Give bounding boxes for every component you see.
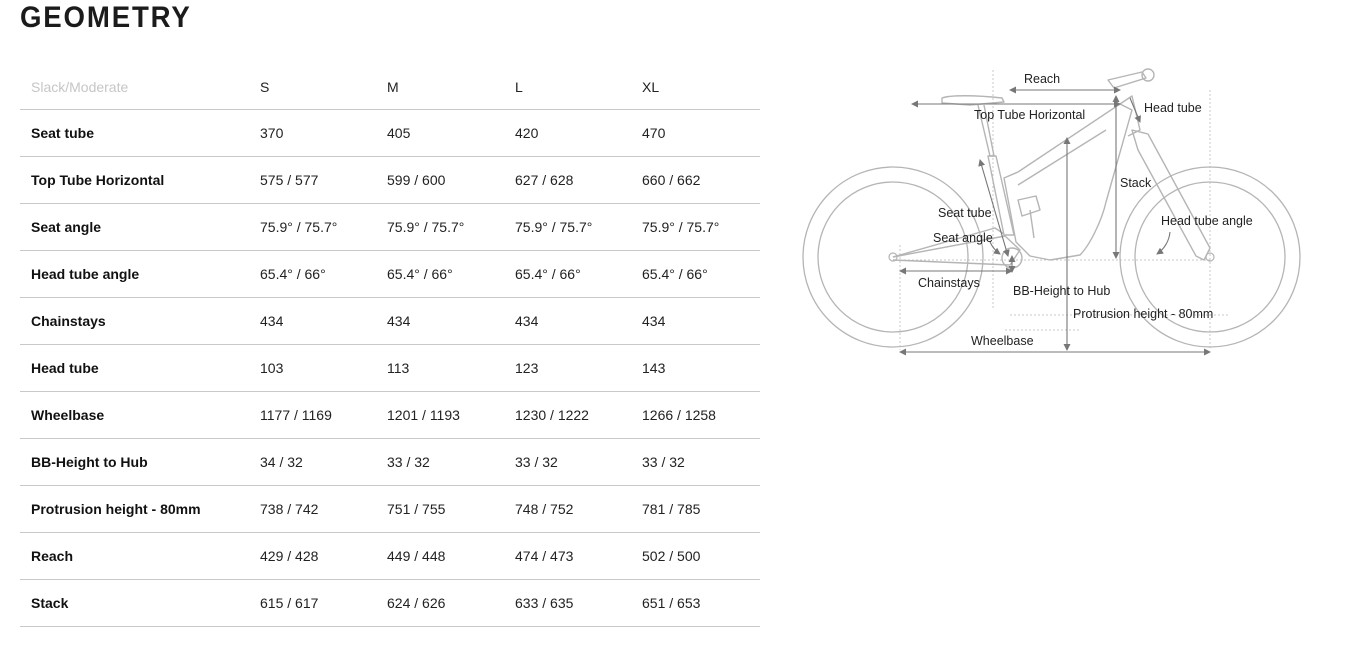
table-row (20, 110, 760, 157)
label-seat-tube: Seat tube (938, 206, 992, 220)
bike-geometry-diagram (790, 60, 1330, 370)
cell-value-s: 103 (249, 345, 376, 392)
row-label: Protrusion height - 80mm (20, 486, 249, 533)
label-protrusion-height: Protrusion height - 80mm (1073, 307, 1214, 321)
table-body (20, 110, 760, 627)
cell-value-l: 748 / 752 (504, 486, 631, 533)
table-row (20, 533, 760, 580)
cell-value-xl: 502 / 500 (631, 533, 760, 580)
table-row (20, 439, 760, 486)
bike-diagram-svg (790, 60, 1330, 370)
cell-value-m: 624 / 626 (376, 580, 504, 627)
cell-value-xl: 33 / 32 (631, 439, 760, 486)
label-seat-angle: Seat angle (933, 231, 993, 245)
label-head-tube-angle: Head tube angle (1161, 214, 1253, 228)
table-row (20, 345, 760, 392)
page-title: GEOMETRY (20, 1, 192, 34)
label-head-tube: Head tube (1144, 101, 1202, 115)
table-header-row (20, 64, 760, 110)
label-chainstays: Chainstays (918, 276, 980, 290)
cell-value-m: 1201 / 1193 (376, 392, 504, 439)
cell-value-s: 429 / 428 (249, 533, 376, 580)
variant-label: Slack/Moderate (20, 64, 249, 110)
size-header-l: L (504, 64, 631, 110)
cell-value-s: 434 (249, 298, 376, 345)
row-label: Head tube angle (20, 251, 249, 298)
table-row (20, 392, 760, 439)
size-header-xl: XL (631, 64, 760, 110)
cell-value-s: 615 / 617 (249, 580, 376, 627)
cell-value-s: 75.9° / 75.7° (249, 204, 376, 251)
label-wheelbase: Wheelbase (971, 334, 1034, 348)
cell-value-l: 627 / 628 (504, 157, 631, 204)
table-row (20, 204, 760, 251)
cell-value-xl: 651 / 653 (631, 580, 760, 627)
cell-value-l: 65.4° / 66° (504, 251, 631, 298)
size-header-m: M (376, 64, 504, 110)
cell-value-s: 370 (249, 110, 376, 157)
cell-value-l: 420 (504, 110, 631, 157)
cell-value-m: 113 (376, 345, 504, 392)
row-label: Chainstays (20, 298, 249, 345)
row-label: Stack (20, 580, 249, 627)
table-row (20, 298, 760, 345)
cell-value-s: 65.4° / 66° (249, 251, 376, 298)
label-reach: Reach (1024, 72, 1061, 86)
cell-value-m: 449 / 448 (376, 533, 504, 580)
cell-value-l: 474 / 473 (504, 533, 631, 580)
cell-value-xl: 65.4° / 66° (631, 251, 760, 298)
label-top-tube-horizontal: Top Tube Horizontal (974, 108, 1086, 122)
cell-value-xl: 470 (631, 110, 760, 157)
cell-value-s: 34 / 32 (249, 439, 376, 486)
cell-value-s: 575 / 577 (249, 157, 376, 204)
table-row (20, 157, 760, 204)
label-stack: Stack (1120, 176, 1152, 190)
cell-value-l: 75.9° / 75.7° (504, 204, 631, 251)
cell-value-m: 751 / 755 (376, 486, 504, 533)
cell-value-l: 434 (504, 298, 631, 345)
size-header-s: S (249, 64, 376, 110)
cell-value-xl: 781 / 785 (631, 486, 760, 533)
cell-value-xl: 660 / 662 (631, 157, 760, 204)
cell-value-xl: 75.9° / 75.7° (631, 204, 760, 251)
table-row (20, 486, 760, 533)
label-bb-height: BB-Height to Hub (1013, 284, 1111, 298)
row-label: Wheelbase (20, 392, 249, 439)
table-row (20, 580, 760, 627)
cell-value-m: 33 / 32 (376, 439, 504, 486)
cell-value-l: 633 / 635 (504, 580, 631, 627)
row-label: Seat tube (20, 110, 249, 157)
cell-value-m: 75.9° / 75.7° (376, 204, 504, 251)
row-label: BB-Height to Hub (20, 439, 249, 486)
cell-value-s: 738 / 742 (249, 486, 376, 533)
cell-value-l: 123 (504, 345, 631, 392)
row-label: Head tube (20, 345, 249, 392)
cell-value-m: 405 (376, 110, 504, 157)
cell-value-xl: 1266 / 1258 (631, 392, 760, 439)
cell-value-xl: 434 (631, 298, 760, 345)
cell-value-m: 599 / 600 (376, 157, 504, 204)
table-row (20, 251, 760, 298)
row-label: Reach (20, 533, 249, 580)
row-label: Seat angle (20, 204, 249, 251)
cell-value-xl: 143 (631, 345, 760, 392)
cell-value-l: 1230 / 1222 (504, 392, 631, 439)
geometry-table (20, 64, 760, 627)
cell-value-m: 434 (376, 298, 504, 345)
cell-value-l: 33 / 32 (504, 439, 631, 486)
cell-value-s: 1177 / 1169 (249, 392, 376, 439)
cell-value-m: 65.4° / 66° (376, 251, 504, 298)
row-label: Top Tube Horizontal (20, 157, 249, 204)
